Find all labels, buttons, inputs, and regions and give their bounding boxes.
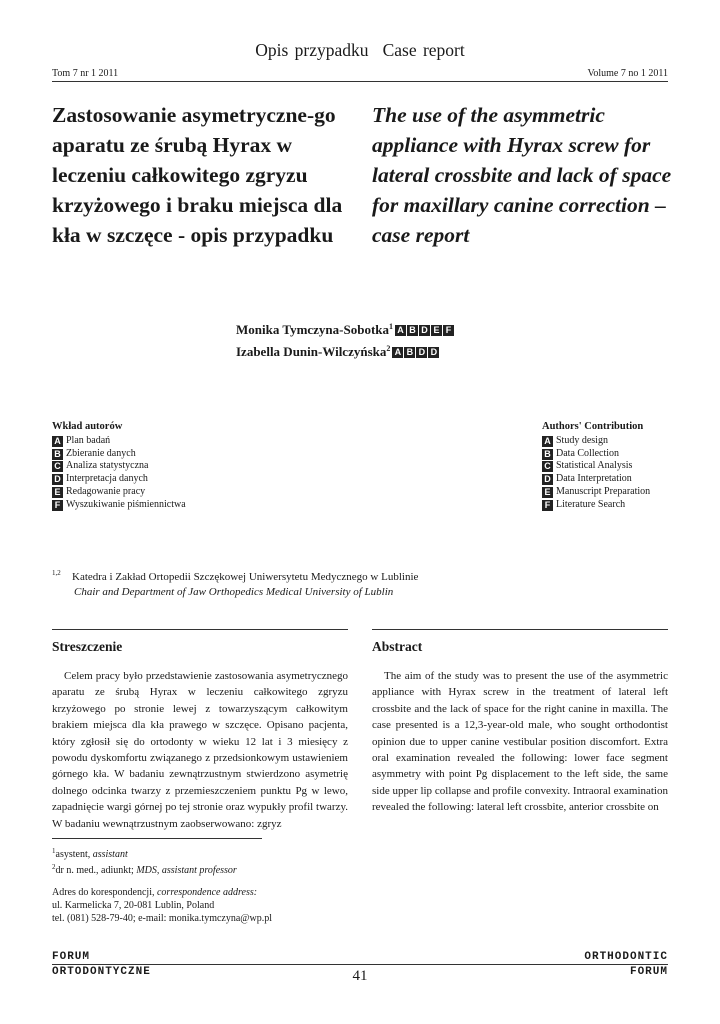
header-rule (52, 81, 668, 82)
contribution-row (542, 448, 650, 461)
abstract-en-heading: Abstract (372, 639, 423, 654)
contribution-label: Statistical Analysis (556, 460, 633, 472)
contribution-badge: B (52, 449, 63, 460)
contributions-en-heading: Authors' Contribution (542, 421, 644, 432)
author-1-badge: B (407, 325, 418, 336)
footnote-2: $^2$dr n. med., adiunkt; MDS, assistant professor (52, 863, 237, 876)
contribution-row (52, 499, 186, 512)
contributions-pl-heading: Wkład autorów (52, 421, 123, 432)
volume-en: Volume 7 no 1 2011 (587, 68, 668, 79)
contribution-row (52, 448, 186, 461)
affiliation-pl: Katedra i Zakład Ortopedii Szczękowej Uniwersytetu Medycznego w Lublinie (72, 571, 419, 583)
correspondence-label: Adres do korespondencji, correspondence address: (52, 887, 258, 898)
contribution-row (52, 486, 186, 499)
page-number: 41 (352, 968, 368, 984)
contribution-label: Redagowanie pracy (66, 485, 146, 497)
contribution-label: Study design (556, 434, 608, 446)
footer-left-line1: FORUM (52, 951, 91, 963)
contribution-badge: D (542, 474, 553, 485)
author-2-name: Izabella Dunin-Wilczyńska (236, 344, 387, 359)
contribution-badge: A (52, 436, 63, 447)
footer-rule (52, 964, 668, 965)
contribution-row (52, 435, 186, 448)
footer-left-line2: ORTODONTYCZNE (52, 966, 151, 978)
affiliation-en: Chair and Department of Jaw Orthopedics Medical University of Lublin (74, 586, 394, 598)
author-1 (236, 322, 455, 338)
footnotes (52, 845, 272, 925)
author-1-sup: 1 (389, 322, 394, 331)
author-1-badge: D (419, 325, 430, 336)
contribution-label: Interpretacja danych (66, 473, 148, 485)
contributions-pl (52, 421, 186, 512)
contribution-badge: F (52, 500, 63, 511)
footer-right-line1: ORTHODONTIC (584, 951, 668, 963)
affiliation-sup: 1,2 (52, 569, 61, 577)
contribution-row (542, 486, 650, 499)
section-rule-left (52, 629, 348, 630)
title-en: The use of the asymmetric appliance with Hyrax screw for lateral crossbite and lack of space for maxillary canine correction – case report (372, 103, 672, 247)
section-rule-right (372, 629, 668, 630)
contribution-row (542, 435, 650, 448)
section-label-pl: Opis przypadku (255, 40, 369, 60)
section-label-en: Case report (382, 40, 465, 60)
author-1-badge: F (443, 325, 454, 336)
contribution-badge: A (542, 436, 553, 447)
volume-pl: Tom 7 nr 1 2011 (52, 68, 119, 79)
contribution-badge: E (52, 487, 63, 498)
affiliation (52, 566, 418, 600)
footnote-1: $^1$asystent, assistant (52, 847, 128, 860)
contributions-en (542, 421, 650, 512)
footer-right-line2: FORUM (629, 966, 668, 978)
contribution-label: Data Interpretation (556, 473, 632, 485)
author-1-badge: A (395, 325, 406, 336)
author-2-badge: B (404, 347, 415, 358)
contribution-label: Plan badań (66, 434, 111, 446)
journal-section-header (0, 40, 720, 61)
correspondence-address: ul. Karmelicka 7, 20-081 Lublin, Poland (52, 900, 215, 911)
contribution-label: Literature Search (556, 498, 626, 510)
contribution-label: Manuscript Preparation (556, 485, 651, 497)
author-2-sup: 2 (386, 344, 391, 353)
author-2-badge: A (392, 347, 403, 358)
author-2 (236, 344, 440, 360)
author-2-badge: D (428, 347, 439, 358)
author-1-name: Monika Tymczyna-Sobotka (236, 322, 390, 337)
footnote-rule (52, 838, 262, 839)
contribution-label: Analiza statystyczna (66, 460, 149, 472)
contribution-row (542, 460, 650, 473)
author-1-badge: E (431, 325, 442, 336)
abstract-en-text: The aim of the study was to present the use of the asymmetric appliance with Hyrax screw in the treatment of lateral left crossbite and the lack of space for the right canine in maxilla. The case presented is a 12,3-year-old male, who sought orthodontist opinion due to upper canine vestibular position discomfort. Extra oral examination revealed the following: lower face segment asymmetry with point Pg displacement to the left side, the same side upper lip collapse and profile convexity. Intraoral examination revealed the following: lateral left crossbite, anterior crossbite on (372, 670, 668, 814)
contribution-badge: E (542, 487, 553, 498)
title-pl: Zastosowanie asymetryczne-go aparatu ze śrubą Hyrax w leczeniu całkowitego zgryzu krzyżowego i braku miejsca dla kła w szczęce - opis przypadku (52, 103, 343, 247)
contribution-badge: F (542, 500, 553, 511)
abstract-pl-text: Celem pracy było przedstawienie zastosowania asymetrycznego aparatu ze śrubą Hyrax w leczeniu całkowitego zgryzu krzyżowego po stronie lewej z towarzyszącym całkowitym brakiem miejsca dla kła prawego w szczęce. Opisano pacjenta, który zgłosił się do ortodonty w wieku 12 lat i 3 miesięcy z powodu dyskomfortu związanego z przedsionkowym ustawieniem górnego kła. W badaniu zewnątrzustnym stwierdzono asymetrię dolnego odcinka twarzy z przemieszczeniem punktu Pg w lewo, zapadnięcie wargi górnej po tej stronie oraz wypukły profil twarzy. W badaniu wewnątrzustnym zaobserwowano: zgryz (52, 670, 348, 830)
contribution-badge: D (52, 474, 63, 485)
contribution-row (52, 460, 186, 473)
contribution-label: Zbieranie danych (66, 447, 136, 459)
contribution-badge: C (542, 461, 553, 472)
contribution-row (542, 499, 650, 512)
contribution-badge: B (542, 449, 553, 460)
abstract-pl-heading: Streszczenie (52, 639, 123, 654)
contribution-row (52, 473, 186, 486)
author-2-badge: D (416, 347, 427, 358)
contribution-label: Wyszukiwanie piśmiennictwa (66, 498, 186, 510)
correspondence-contact: tel. (081) 528-79-40; e-mail: monika.tymczyna@wp.pl (52, 913, 272, 924)
contribution-badge: C (52, 461, 63, 472)
contribution-label: Data Collection (556, 447, 620, 459)
contribution-row (542, 473, 650, 486)
